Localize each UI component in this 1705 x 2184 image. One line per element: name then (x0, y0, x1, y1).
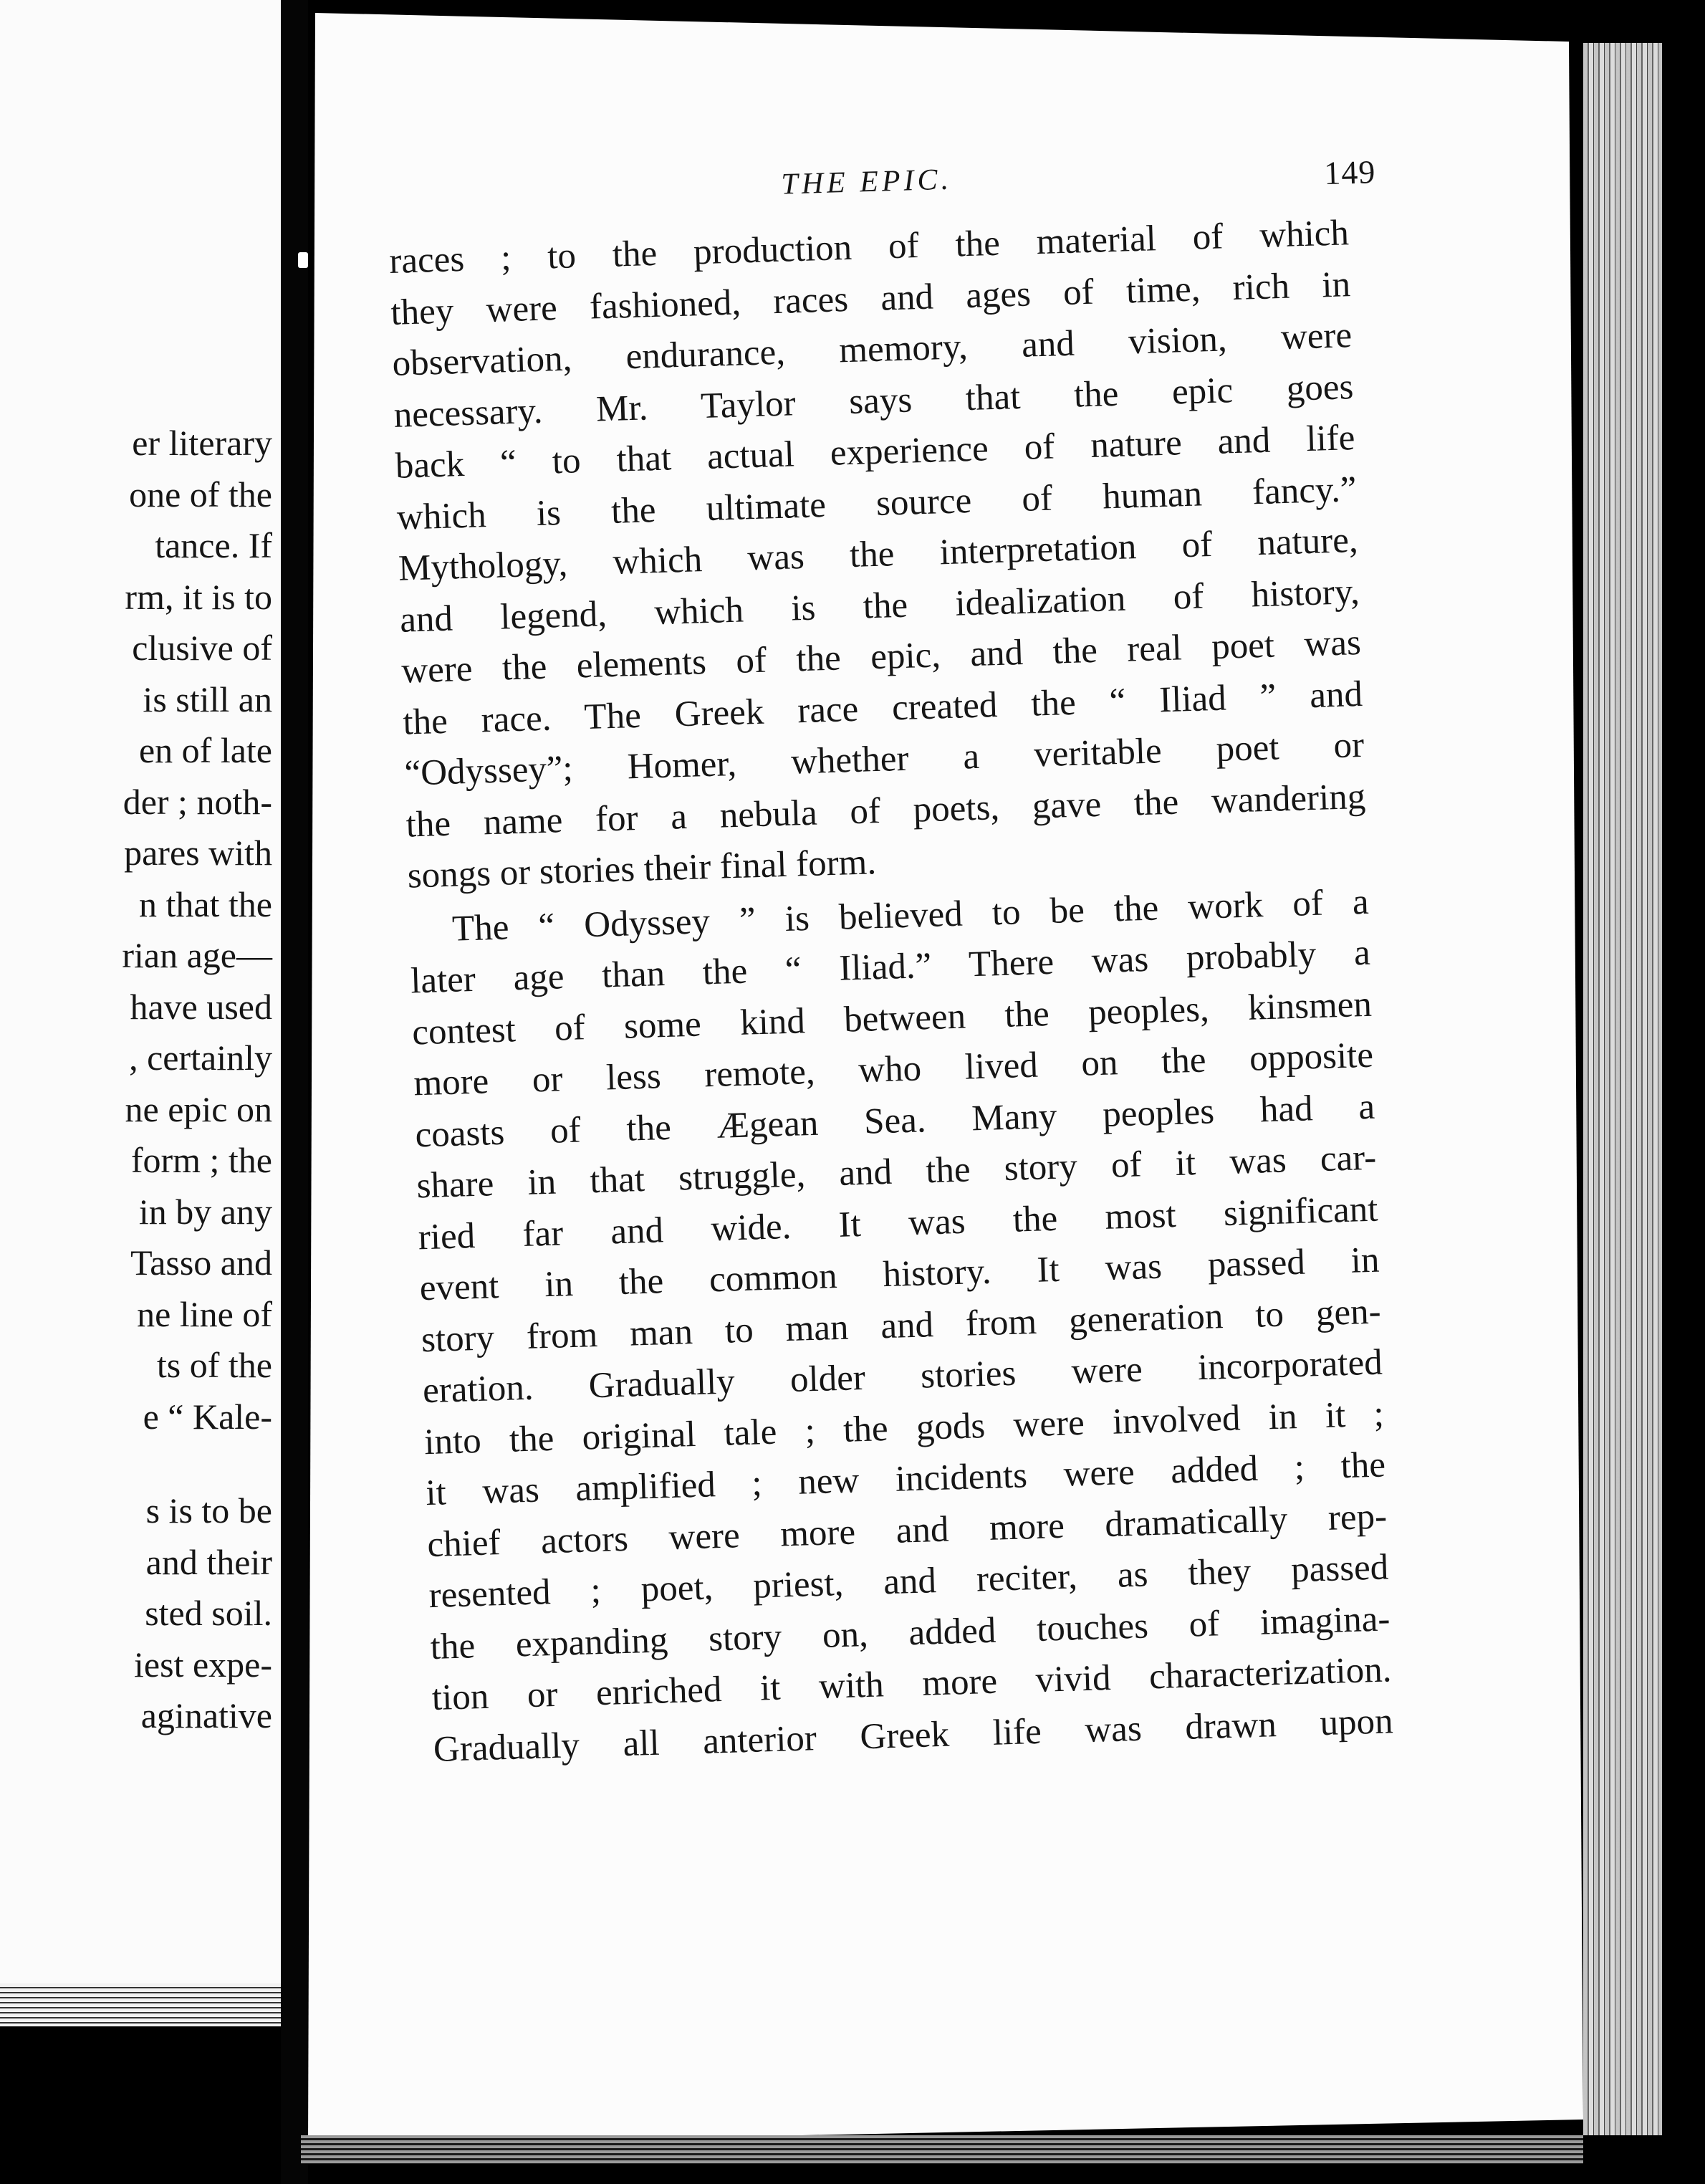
left-line: sted soil. (145, 1593, 272, 1633)
left-line: aginative (140, 1695, 272, 1735)
text-line: and legend, which is the idealization of history, (399, 571, 1360, 641)
text-line: more or less remote, who lived on the opposite (413, 1035, 1374, 1104)
bottom-edge (301, 2135, 1583, 2164)
left-line: e “ Kale- (143, 1396, 272, 1437)
text-line: The “ Odyssey ” is believed to be the work of a (451, 881, 1370, 949)
text-line: Mythology, which was the interpretation of nature, (398, 520, 1359, 589)
text-line: they were fashioned, races and ages of time, rich in (390, 264, 1351, 333)
left-line: clusive of (132, 628, 272, 668)
text-line: story from man to man and from generation to gen- (421, 1291, 1382, 1360)
left-line: n that the (138, 883, 272, 924)
left-line: ne line of (137, 1293, 272, 1334)
left-line: Tasso and (130, 1242, 272, 1283)
left-page-edge (0, 1983, 281, 2026)
page-number: 149 (1323, 153, 1377, 192)
spine-mark (298, 252, 308, 268)
text-line: resented ; poet, priest, and reciter, as they passed (428, 1547, 1389, 1617)
text-line: eration. Gradually older stories were incorporated (422, 1342, 1383, 1412)
left-line: s is to be (145, 1490, 272, 1531)
left-page-text (0, 418, 272, 1742)
left-line: have used (130, 986, 272, 1027)
paragraph-2 (408, 876, 1393, 1776)
left-line: in by any (138, 1191, 272, 1232)
left-line: rm, it is to (125, 576, 272, 617)
text-line: ried far and wide. It was the most significant (418, 1189, 1379, 1258)
text-line: coasts of the Ægean Sea. Many peoples had a (414, 1086, 1375, 1155)
fore-edge (1583, 43, 1662, 2135)
right-page-text (387, 150, 1394, 1776)
left-line: one of the (129, 474, 272, 514)
left-line: iest expe- (134, 1644, 272, 1685)
book-gutter (281, 0, 308, 2184)
left-line: form ; the (130, 1140, 272, 1180)
text-line: necessary. Mr. Taylor says that the epic goes (393, 366, 1355, 436)
left-line: is still an (143, 679, 272, 719)
text-line: the name for a nebula of poets, gave the wandering (405, 776, 1366, 846)
text-line: the race. The Greek race created the “ Iliad ” and (402, 674, 1363, 743)
left-line: ne epic on (125, 1088, 272, 1129)
left-line: ts of the (156, 1345, 272, 1385)
left-line: and their (145, 1541, 272, 1582)
left-line: der ; noth- (123, 781, 272, 822)
text-line: it was amplified ; new incidents were added ; the (425, 1445, 1386, 1514)
left-line: er literary (132, 423, 272, 463)
text-line: tion or enriched it with more vivid characterization. (431, 1649, 1393, 1719)
left-line: pares with (124, 833, 272, 873)
text-line: which is the ultimate source of human fancy.” (396, 469, 1358, 538)
text-line: contest of some kind between the peoples, kinsmen (411, 984, 1373, 1053)
left-page (0, 0, 285, 2021)
text-line: “Odyssey”; Homer, whether a veritable poet or (403, 724, 1365, 794)
text-line: into the original tale ; the gods were involved in it ; (423, 1393, 1385, 1462)
left-line: , certainly (129, 1038, 272, 1078)
text-line: observation, endurance, memory, and vision, were (391, 315, 1353, 384)
text-line: chief actors were more and more dramatically rep- (426, 1495, 1388, 1565)
text-line: Gradually all anterior Greek life was drawn upon (433, 1700, 1394, 1770)
paragraph-1 (388, 208, 1368, 902)
text-line: later age than the “ Iliad.” There was probably a (410, 932, 1371, 1002)
text-line: event in the common history. It was passed in (419, 1240, 1380, 1309)
text-line: were the elements of the epic, and the real poet was (400, 622, 1362, 691)
text-line: the expanding story on, added touches of imagina- (429, 1598, 1391, 1667)
text-line: back “ to that actual experience of nature and life (395, 418, 1356, 487)
left-line: tance. If (155, 525, 272, 565)
body-text (388, 208, 1393, 1776)
left-line: en of late (138, 730, 272, 770)
text-line: songs or stories their final form. (407, 842, 877, 896)
text-line: share in that struggle, and the story of it was car- (416, 1137, 1377, 1207)
running-head-title: THE EPIC. (780, 163, 953, 201)
text-line: races ; to the production of the material of which (388, 213, 1350, 282)
left-line: rian age— (122, 935, 272, 975)
